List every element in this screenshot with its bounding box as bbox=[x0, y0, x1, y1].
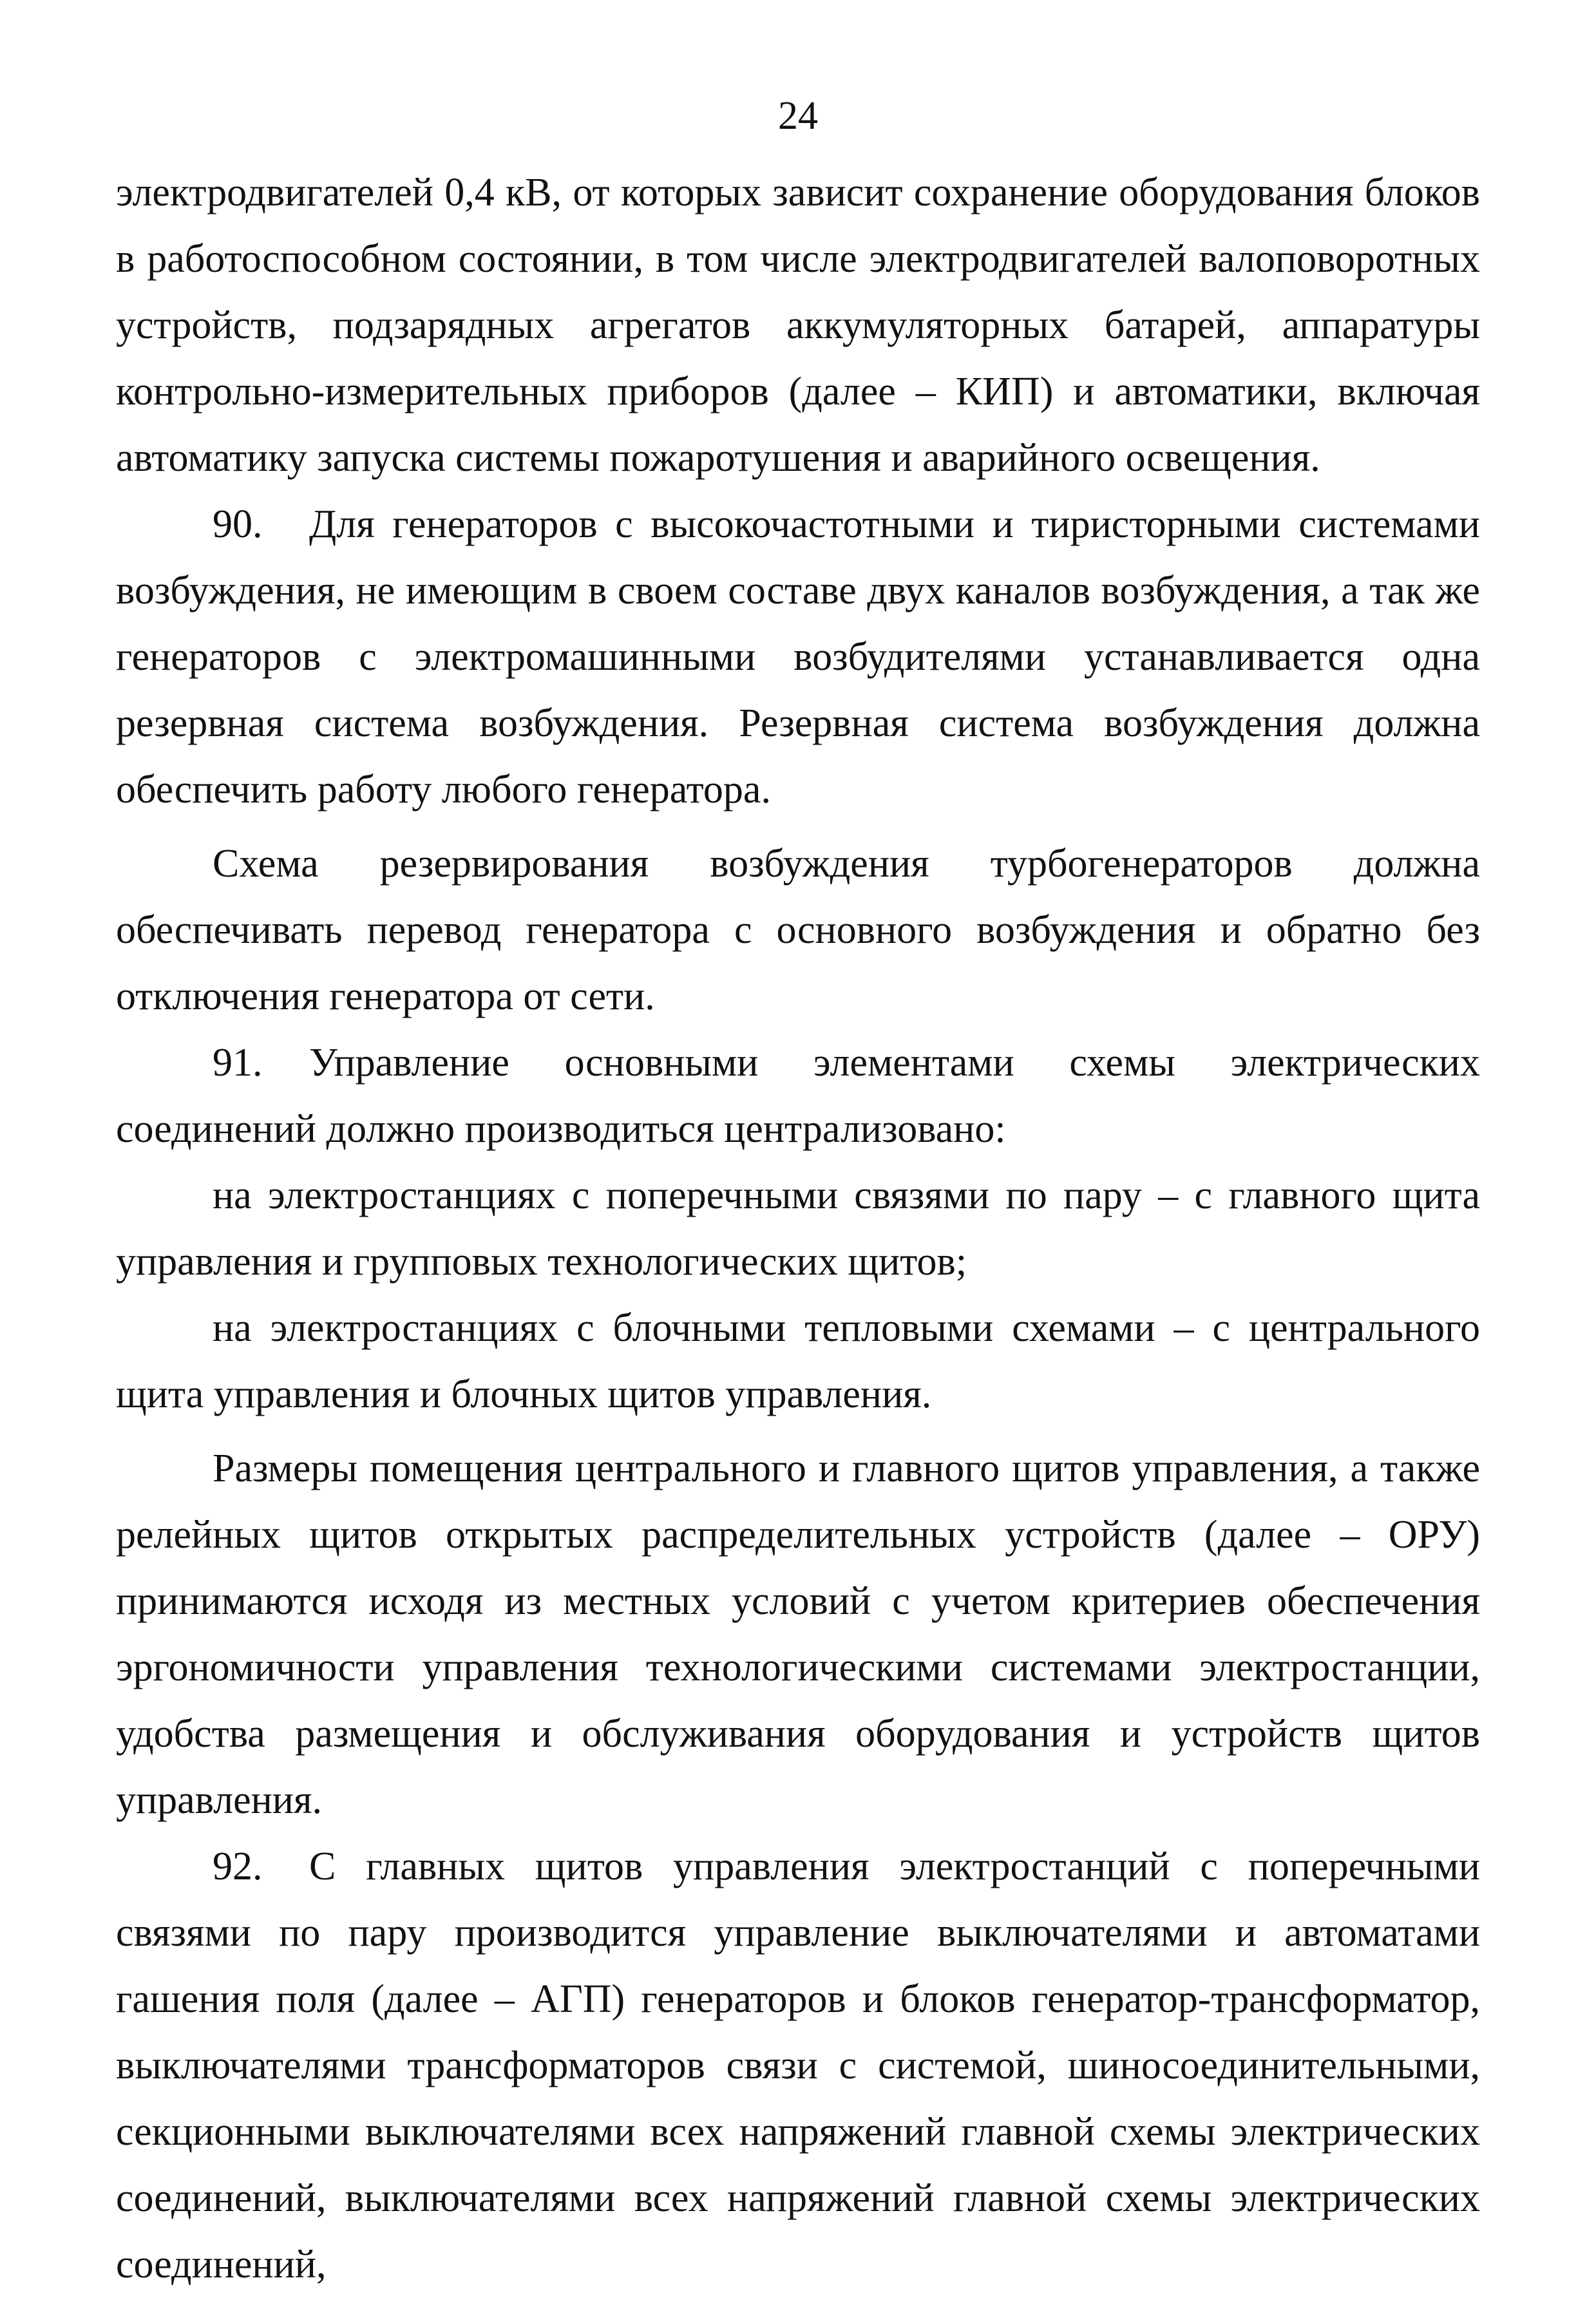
paragraph-text: электродвигателей 0,4 кВ, от которых зависит сохранение оборудования блоков в работоспособном состоянии, в том числе электродвигателей валоповоротных устройств, подзарядных агрегатов аккумуляторных батарей, аппаратуры контрольно-измерительных приборов (далее – КИП) и автоматики, включая автоматику запуска системы пожаротушения и аварийного освещения. bbox=[116, 171, 1480, 480]
paragraph-text: С главных щитов управления электростанций с поперечными связями по пару производится управление выключателями и автоматами гашения поля (далее – АГП) генераторов и блоков генератор-трансформатор, выключателями трансформаторов связи с системой, шиносоединительными, секционными выключателями всех напряжений главной схемы электрических соединений, выключателями всех напряжений главной схемы электрических соединений, bbox=[116, 1845, 1480, 2286]
paragraph-excitation-scheme bbox=[116, 831, 1480, 1030]
paragraph-number: 91. bbox=[213, 1041, 263, 1085]
paragraph-number: 92. bbox=[213, 1845, 263, 1888]
paragraph-text: Для генераторов с высокочастотными и тиристорными системами возбуждения, не имеющим в своем составе двух каналов возбуждения, а так же генераторов с электромашинными возбудителями устанавливается одна резервная система возбуждения. Резервная система возбуждения должна обеспечить работу любого генератора. bbox=[116, 502, 1480, 812]
paragraph-block-schemes bbox=[116, 1295, 1480, 1428]
paragraph-cross-links bbox=[116, 1163, 1480, 1295]
page-number: 24 bbox=[778, 94, 818, 138]
paragraph-text: Схема резервирования возбуждения турбогенераторов должна обеспечивать перевод генератора с основного возбуждения и обратно без отключения генератора от сети. bbox=[116, 842, 1480, 1018]
document-body bbox=[116, 160, 1480, 2298]
paragraph-text: Управление основными элементами схемы электрических соединений должно производиться централизовано: bbox=[116, 1041, 1480, 1151]
paragraph-number: 90. bbox=[213, 502, 263, 546]
paragraph-continuation bbox=[116, 160, 1480, 491]
paragraph-text: на электростанциях с блочными тепловыми схемами – с центрального щита управления и блочных щитов управления. bbox=[116, 1306, 1480, 1416]
paragraph-90 bbox=[116, 491, 1480, 823]
paragraph-92 bbox=[116, 1834, 1480, 2298]
paragraph-91 bbox=[116, 1030, 1480, 1163]
paragraph-text: на электростанциях с поперечными связями по пару – с главного щита управления и групповых технологических щитов; bbox=[116, 1173, 1480, 1284]
paragraph-room-sizes bbox=[116, 1436, 1480, 1834]
paragraph-text: Размеры помещения центрального и главного щитов управления, а также релейных щитов открытых распределительных устройств (далее – ОРУ) принимаются исходя из местных условий с учетом критериев обеспечения эргономичности управления технологическими системами электростанции, удобства размещения и обслуживания оборудования и устройств щитов управления. bbox=[116, 1447, 1480, 1822]
